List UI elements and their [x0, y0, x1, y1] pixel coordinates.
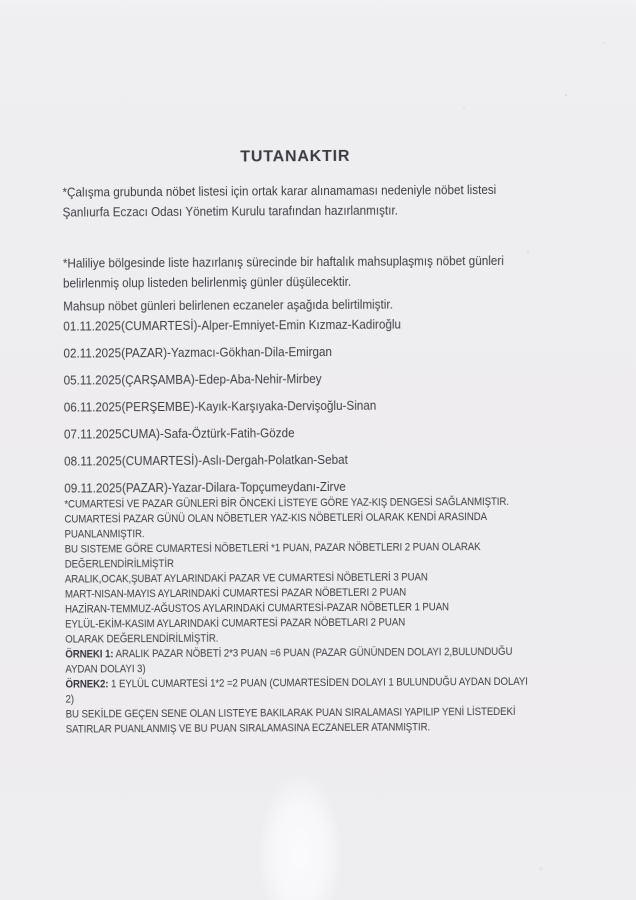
- scoring-line-bold: ÖRNEK2:: [65, 678, 109, 691]
- scoring-line-text: AYDAN DOLAYI 3): [65, 663, 146, 676]
- scoring-line-text: MART-NISAN-MAYIS AYLARINDAKİ CUMARTESİ PAZAR NÖBETLERI 2 PUAN: [64, 586, 407, 601]
- scoring-line: [66, 720, 527, 738]
- intro-paragraph-3: Mahsup nöbet günleri belirlenen eczaneler aşağıda belirtilmiştir.: [63, 296, 393, 314]
- scoring-line-text: ARALIK,OCAK,ŞUBAT AYLARINDAKİ PAZAR VE CUMARTESİ NÖBETLERİ 3 PUAN: [64, 571, 428, 586]
- scoring-line-text: CUMARTESİ PAZAR GÜNÜ OLAN NÖBETLER YAZ-KIS NÖBETLERİ OLARAK KENDİ ARASINDA: [64, 511, 488, 526]
- scoring-line-text: EYLÜL-EKİM-KASIM AYLARINDAKİ CUMARTESİ PAZAR NÖBETLARI 2 PUAN: [65, 616, 406, 631]
- scoring-line-text: BU SEKİLDE GEÇEN SENE OLAN LISTEYE BAKILARAK PUAN SIRALAMASI YAPILIP YENİ LİSTEDEKİ: [65, 705, 516, 721]
- duty-list-item: 06.11.2025(PERŞEMBE)-Kayık-Karşıyaka-Dervişoğlu-Sinan: [63, 397, 377, 415]
- text-line: Şanlıurfa Eczacı Odası Yönetim Kurulu tarafından hazırlanmıştır.: [62, 202, 398, 220]
- scoring-line-text: PUANLANMIŞTIR.: [64, 528, 145, 541]
- duty-list-item: 09.11.2025(PAZAR)-Yazar-Dilara-Topçumeydanı-Zirve: [64, 478, 346, 496]
- scoring-line-text: OLARAK DEĞERLENDİRİLMİŞTİR.: [65, 632, 219, 646]
- text-line: belirlenmiş olup listeden belirlenmiş günler düşülecektir.: [62, 273, 352, 291]
- duty-list-item: 01.11.2025(CUMARTESİ)-Alper-Emniyet-Emin Kızmaz-Kadiroğlu: [63, 316, 402, 334]
- document-content: [62, 144, 590, 737]
- scoring-line-text: HAZİRAN-TEMMUZ-AĞUSTOS AYLARINDAKİ CUMARTESİ-PAZAR NÖBETLER 1 PUAN: [64, 601, 450, 616]
- duty-list: [63, 315, 588, 496]
- scoring-line-text: SATIRLAR PUANLANMIŞ VE BU PUAN SIRALAMASINA ECZANELER ATANMIŞTIR.: [65, 721, 431, 736]
- duty-list-item: 02.11.2025(PAZAR)-Yazmacı-Gökhan-Dila-Emirgan: [63, 343, 333, 361]
- duty-list-item: 05.11.2025(ÇARŞAMBA)-Edep-Aba-Nehir-Mirbey: [63, 371, 322, 388]
- scan-noise-specks: [0, 0, 2, 2]
- text-line: *Çalışma grubunda nöbet listesi için ortak karar alınamaması nedeniyle nöbet listesi: [62, 181, 497, 200]
- scoring-line-text: BU SISTEME GÖRE CUMARTESİ NÖBETLERİ *1 PUAN, PAZAR NÖBETLERI 2 PUAN OLARAK: [64, 541, 481, 556]
- text-line: *Haliliye bölgesinde liste hazırlanış sürecinde bir haftalık mahsuplaşmış nöbet günleri: [62, 252, 504, 271]
- document-title: TUTANAKTIR: [240, 147, 351, 166]
- intro-paragraph-2: [63, 251, 535, 294]
- scoring-line-text: DEĞERLENDİRİLMİŞTİR: [64, 557, 174, 571]
- scan-artifact-blob: [235, 738, 365, 900]
- duty-list-item: 07.11.2025CUMA)-Safa-Öztürk-Fatih-Gözde: [63, 425, 295, 442]
- scoring-line-bold: ÖRNEKI 1:: [65, 648, 114, 661]
- scoring-line-text: 2): [65, 693, 75, 706]
- scoring-line-text: *CUMARTESİ VE PAZAR GÜNLERİ BİR ÖNCEKİ LİSTEYE GÖRE YAZ-KIŞ DENGESİ SAĞLANMIŞTIR.: [64, 495, 509, 511]
- scoring-rules-block: [64, 494, 589, 737]
- scoring-line-text: 1 EYLÜL CUMARTESİ 1*2 =2 PUAN (CUMARTESİDEN DOLAYI 1 BULUNDUĞU AYDAN DOLAYI: [108, 675, 528, 691]
- duty-list-item: 08.11.2025(CUMARTESİ)-Aslı-Dergah-Polatkan-Sebat: [64, 451, 348, 469]
- scoring-line-text: ARALIK PAZAR NÖBETİ 2*3 PUAN =6 PUAN (PAZAR GÜNÜNDEN DOLAYI 2,BULUNDUĞU: [113, 645, 513, 661]
- intro-paragraph-1: [62, 180, 534, 223]
